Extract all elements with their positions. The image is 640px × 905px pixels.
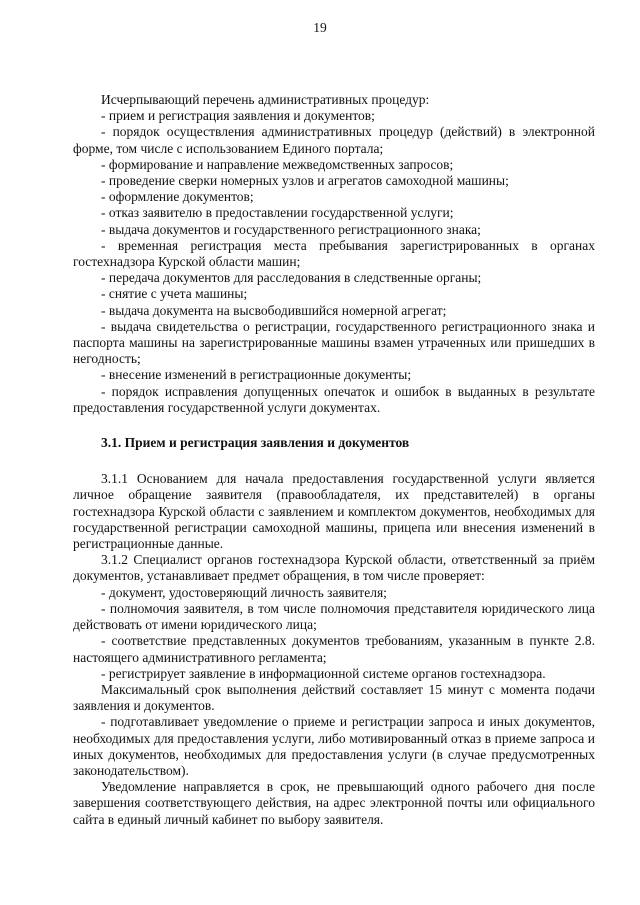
body-list-item: - регистрирует заявление в информационной системе органов гостехнадзора. bbox=[101, 665, 546, 681]
body-paragraph: Уведомление направляется в срок, не превышающий одного рабочего дня после завершения соответствующего действия, на адрес электронной почты или официального сайта в единый личный кабинет по выбору заявителя. bbox=[73, 779, 595, 827]
procedure-item: - снятие с учета машины; bbox=[101, 286, 248, 302]
page-number: 19 bbox=[313, 20, 327, 35]
section-body bbox=[73, 471, 595, 827]
procedure-item: - передача документов для расследования в следственные органы; bbox=[101, 270, 482, 286]
procedure-item: - внесение изменений в регистрационные документы; bbox=[101, 367, 412, 383]
section-heading: 3.1. Прием и регистрация заявления и документов bbox=[101, 435, 410, 451]
procedure-item: - порядок исправления допущенных опечаток и ошибок в выданных в результате предоставления государственной услуги документах. bbox=[73, 383, 595, 415]
page-content bbox=[73, 92, 595, 828]
procedures-list bbox=[73, 92, 595, 416]
procedure-item: - отказ заявителю в предоставлении государственной услуги; bbox=[101, 205, 454, 221]
procedure-item: - проведение сверки номерных узлов и агрегатов самоходной машины; bbox=[101, 173, 509, 189]
procedure-item: - порядок осуществления административных процедур (действий) в электронной форме, том числе с использованием Единого портала; bbox=[73, 124, 595, 156]
procedure-item: - прием и регистрация заявления и документов; bbox=[101, 108, 375, 124]
body-list-item: - полномочия заявителя, в том числе полномочия представителя юридического лица действовать от имени юридического лица; bbox=[73, 600, 595, 633]
body-paragraph: 3.1.2 Специалист органов гостехнадзора Курской области, ответственный за приём документов, устанавливает предмет обращения, в том числе проверяет: bbox=[73, 552, 595, 584]
procedure-item: - временная регистрация места пребывания зарегистрированных в органах гостехнадзора Курской области машин; bbox=[73, 237, 595, 270]
procedures-intro: Исчерпывающий перечень административных процедур: bbox=[101, 92, 430, 107]
body-list-item: - документ, удостоверяющий личность заявителя; bbox=[101, 584, 387, 600]
procedure-item: - выдача документа на высвободившийся номерной агрегат; bbox=[101, 302, 447, 318]
body-paragraph: 3.1.1 Основанием для начала предоставления государственной услуги является личное обращение заявителя (правообладателя, их представителей) в органы гостехнадзора Курской области с заявлением и комплектом документов, необходимых для государственной регистрации самоходной машины, прицепа или внесения изменений в регистрационные данные. bbox=[73, 471, 595, 552]
body-paragraph: Максимальный срок выполнения действий составляет 15 минут с момента подачи заявления и документов. bbox=[73, 681, 595, 714]
body-list-item: - соответствие представленных документов требованиям, указанным в пункте 2.8. настоящего административного регламента; bbox=[73, 633, 595, 665]
procedure-item: - выдача свидетельства о регистрации, государственного регистрационного знака и паспорта машины на зарегистрированные машины взамен утраченных или пришедших в негодность; bbox=[73, 318, 595, 367]
procedure-item: - оформление документов; bbox=[101, 189, 254, 205]
body-list-item: - подготавливает уведомление о приеме и регистрации запроса и иных документов, необходимых для предоставления услуги, либо мотивированный отказ в приеме запроса и иных документов, необходимых для предоставления услуги (в случае предусмотренных законодательством). bbox=[73, 714, 595, 778]
procedure-item: - выдача документов и государственного регистрационного знака; bbox=[101, 221, 481, 237]
procedure-item: - формирование и направление межведомственных запросов; bbox=[101, 156, 454, 172]
